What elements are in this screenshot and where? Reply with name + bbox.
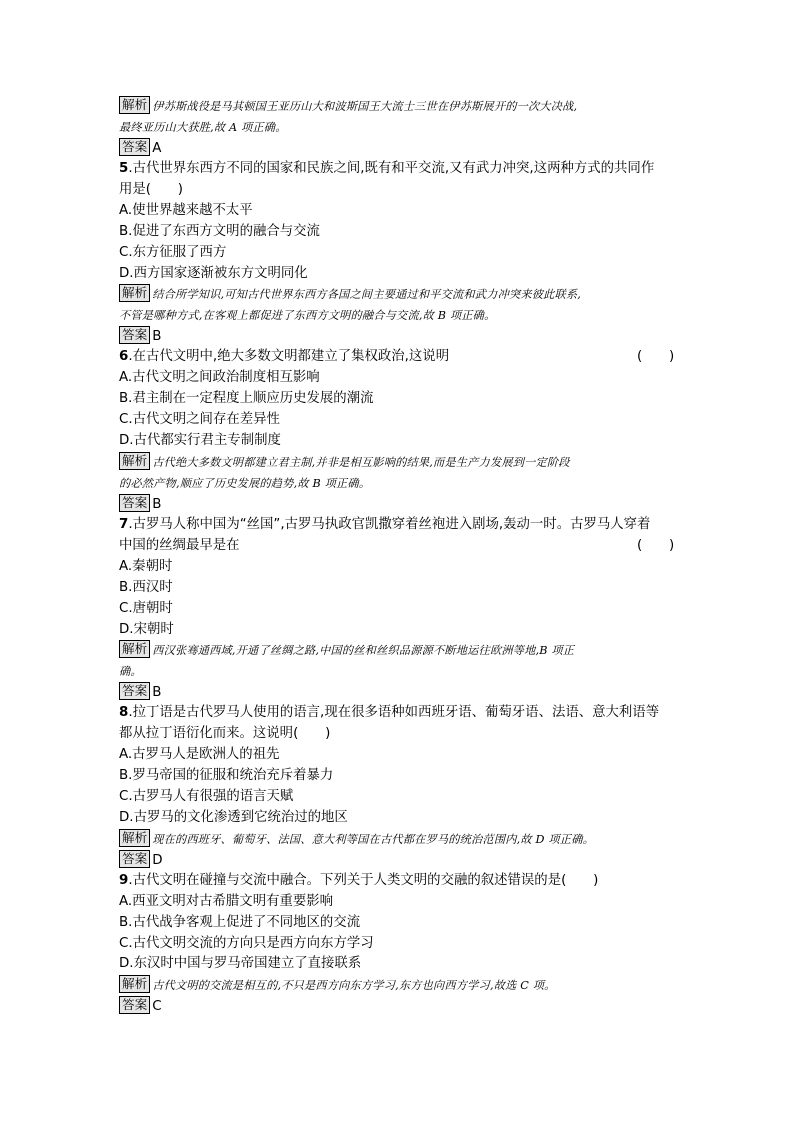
explanation-label: 解析 bbox=[119, 452, 150, 470]
question-9-stem: 9.古代文明在碰撞与交流中融合。下列关于人类文明的交融的叙述错误的是( ) bbox=[119, 872, 599, 888]
option-b: B.古代战争客观上促进了不同地区的交流 bbox=[119, 914, 361, 930]
question-number: 5 bbox=[119, 161, 129, 176]
answer-bracket: ( ) bbox=[637, 537, 675, 553]
explanation-q9: 解析 古代文明的交流是相互的,不只是西方向东方学习,东方也向西方学习,故选 C 项。 bbox=[119, 975, 679, 996]
explanation-line: 的必然产物,顺应了历史发展的趋势,故 B 项正确。 bbox=[119, 476, 371, 490]
explanation-label: 解析 bbox=[119, 640, 150, 658]
question-5-stem: 5.古代世界东西方不同的国家和民族之间,既有和平交流,又有武力冲突,这两种方式的共同作 bbox=[119, 161, 655, 176]
option-c: C.东方征服了西方 bbox=[119, 244, 227, 260]
answer-q9 bbox=[119, 996, 679, 1017]
explanation-line: 确。 bbox=[119, 665, 142, 679]
answer-label: 答案 bbox=[119, 850, 150, 868]
option-c: C.唐朝时 bbox=[119, 600, 173, 616]
answer-label: 答案 bbox=[119, 326, 150, 344]
option-d: D.宋朝时 bbox=[119, 621, 174, 637]
option-a: A.秦朝时 bbox=[119, 558, 173, 574]
question-number: 6 bbox=[119, 349, 129, 365]
option-a: A.古罗马人是欧洲人的祖先 bbox=[119, 747, 280, 763]
option-a: A.西亚文明对古希腊文明有重要影响 bbox=[119, 893, 334, 909]
answer-q6 bbox=[119, 494, 679, 515]
explanation-line: 最终亚历山大获胜,故 A 项正确。 bbox=[119, 121, 287, 134]
answer-value: A bbox=[152, 141, 162, 156]
answer-label: 答案 bbox=[119, 682, 150, 700]
option-b: B.西汉时 bbox=[119, 579, 173, 595]
question-6-stem: 6.在古代文明中,绝大多数文明都建立了集权政治,这说明 ( ) bbox=[119, 347, 679, 368]
option-b: B.促进了东西方文明的融合与交流 bbox=[119, 223, 320, 239]
explanation-q5: 解析 结合所学知识,可知古代世界东西方各国之间主要通过和平交流和武力冲突来彼此联系, bbox=[119, 284, 679, 305]
answer-label: 答案 bbox=[119, 138, 150, 156]
answer-bracket: ( ) bbox=[637, 349, 675, 365]
answer-value: B bbox=[152, 329, 162, 345]
answer-q5 bbox=[119, 326, 679, 347]
answer-q8 bbox=[119, 850, 679, 871]
option-d: D.西方国家逐渐被东方文明同化 bbox=[119, 265, 308, 281]
answer-label: 答案 bbox=[119, 494, 150, 512]
question-8-stem: 8.拉丁语是古代罗马人使用的语言,现在很多语种如西班牙语、葡萄牙语、法语、意大利语等 bbox=[119, 705, 660, 721]
document-page bbox=[119, 96, 679, 1017]
option-c: C.古代文明之间存在差异性 bbox=[119, 412, 280, 428]
explanation-label: 解析 bbox=[119, 96, 150, 114]
option-a: A.使世界越来越不太平 bbox=[119, 202, 253, 218]
question-stem-line: 都从拉丁语衍化而来。这说明( ) bbox=[119, 726, 331, 742]
answer-q7 bbox=[119, 682, 679, 703]
explanation-label: 解析 bbox=[119, 829, 150, 847]
answer-value: B bbox=[152, 496, 162, 512]
option-d: D.古罗马的文化渗透到它统治过的地区 bbox=[119, 809, 348, 825]
explanation-line: 不管是哪种方式,在客观上都促进了东西方文明的融合与交流,故 B 项正确。 bbox=[119, 309, 496, 323]
explanation-q4: 解析 伊苏斯战役是马其顿国王亚历山大和波斯国王大流士三世在伊苏斯展开的一次大决战, bbox=[119, 96, 679, 117]
explanation-q8: 解析 现在的西班牙、葡萄牙、法国、意大利等国在古代都在罗马的统治范围内,故 D 项正确。 bbox=[119, 829, 679, 850]
option-c: C.古罗马人有很强的语言天赋 bbox=[119, 789, 294, 805]
explanation-label: 解析 bbox=[119, 284, 150, 302]
answer-value: B bbox=[152, 685, 162, 701]
explanation-q6: 解析 古代绝大多数文明都建立君主制,并非是相互影响的结果,而是生产力发展到一定阶段 bbox=[119, 452, 679, 473]
answer-value: C bbox=[152, 999, 162, 1015]
option-b: B.罗马帝国的征服和统治充斥着暴力 bbox=[119, 768, 334, 784]
option-b: B.君主制在一定程度上顺应历史发展的潮流 bbox=[119, 391, 374, 407]
question-number: 9 bbox=[119, 872, 129, 888]
option-d: D.东汉时中国与罗马帝国建立了直接联系 bbox=[119, 956, 362, 972]
question-7-stem: 7.古罗马人称中国为“丝国”,古罗马执政官凯撒穿着丝袍进入剧场,轰动一时。古罗马人穿着 bbox=[119, 516, 651, 532]
explanation-q7: 解析 西汉张骞通西域,开通了丝绸之路,中国的丝和丝织品源源不断地运往欧洲等地,B 项正 bbox=[119, 640, 679, 661]
option-a: A.古代文明之间政治制度相互影响 bbox=[119, 370, 320, 386]
question-number: 8 bbox=[119, 705, 129, 721]
option-d: D.古代都实行君主专制制度 bbox=[119, 433, 281, 449]
question-number: 7 bbox=[119, 516, 129, 532]
answer-value: D bbox=[152, 852, 163, 868]
answer-label: 答案 bbox=[119, 996, 150, 1014]
question-stem-line: 中国的丝绸最早是在 ( ) bbox=[119, 536, 679, 557]
explanation-label: 解析 bbox=[119, 975, 150, 993]
option-c: C.古代文明交流的方向只是西方向东方学习 bbox=[119, 935, 374, 951]
answer-q4 bbox=[119, 138, 679, 159]
question-stem-line: 用是( ) bbox=[119, 181, 184, 197]
